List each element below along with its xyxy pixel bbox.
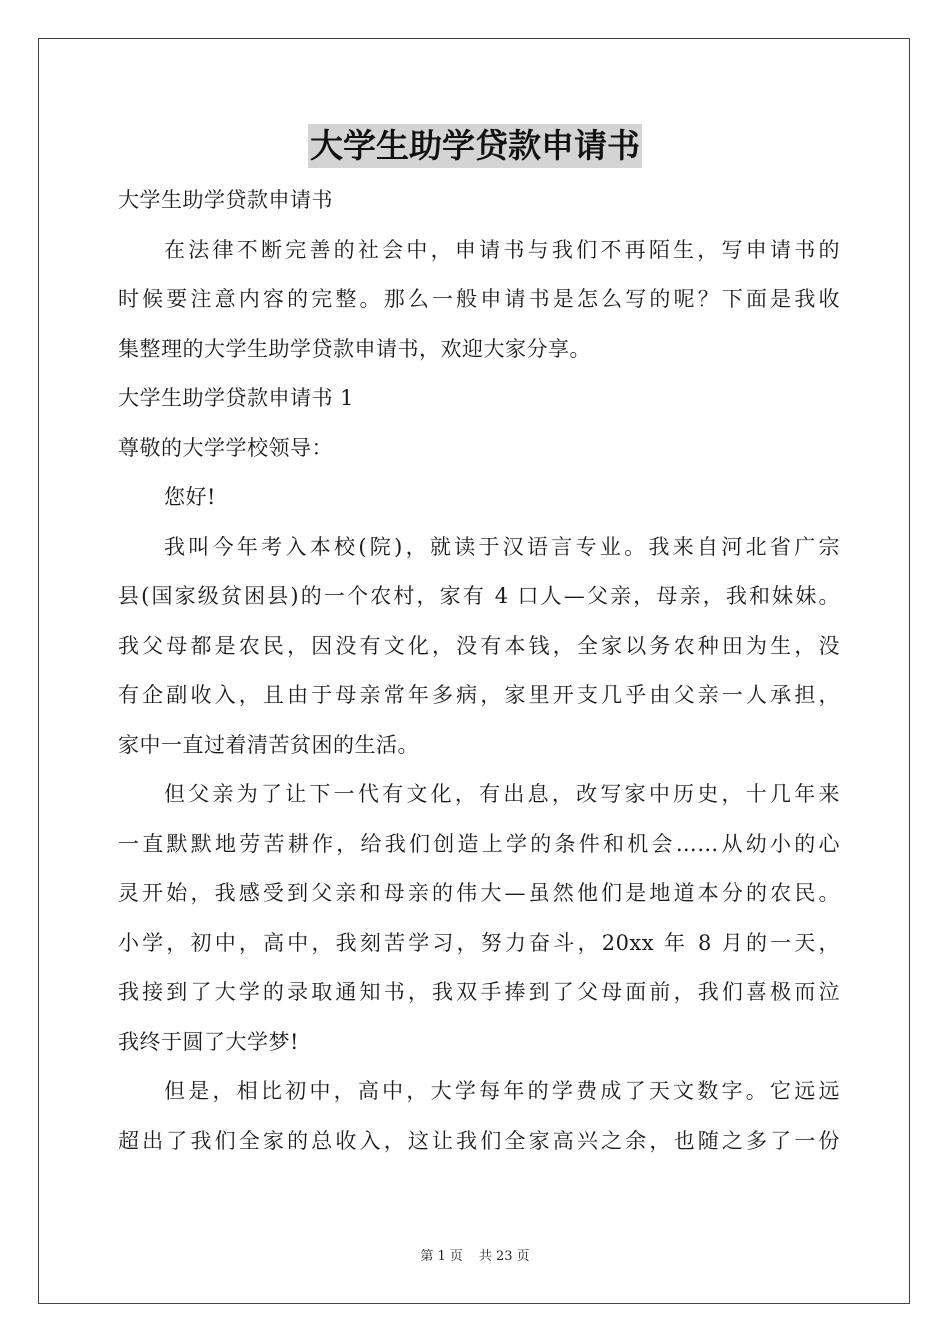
body-line: 家中一直过着清苦贫困的生活。 bbox=[118, 732, 419, 757]
page-number: 第 1 页 bbox=[420, 1249, 463, 1264]
body-line: 我接到了大学的录取通知书，我双手捧到了父母面前，我们喜极而泣 bbox=[118, 980, 840, 1004]
body-line: 时候要注意内容的完整。那么一般申请书是怎么写的呢？下面是我收 bbox=[118, 287, 840, 311]
document-body bbox=[118, 176, 840, 1166]
body-line: 有企副收入，且由于母亲常年多病，家里开支几乎由父亲一人承担， bbox=[118, 683, 840, 707]
salutation: 尊敬的大学学校领导： bbox=[118, 435, 333, 460]
body-line: 大学生助学贷款申请书 bbox=[118, 188, 333, 212]
body-line: 一直默默地劳苦耕作，给我们创造上学的条件和机会……从幼小的心 bbox=[118, 831, 840, 856]
document-title: 大学生助学贷款申请书 bbox=[308, 124, 642, 168]
section-heading: 大学生助学贷款申请书 1 bbox=[118, 386, 355, 410]
greeting: 您好! bbox=[164, 485, 216, 509]
body-line: 超出了我们全家的总收入，这让我们全家高兴之余，也随之多了一份 bbox=[118, 1128, 840, 1153]
body-line: 我终于圆了大学梦! bbox=[118, 1029, 299, 1054]
body-line: 县(国家级贫困县)的一个农村，家有 4 口人—父亲，母亲，我和妹妹。 bbox=[118, 584, 840, 608]
title-area bbox=[0, 124, 950, 168]
body-line: 小学，初中，高中，我刻苦学习，努力奋斗，20xx 年 8 月的一天， bbox=[118, 930, 840, 955]
body-line: 我父母都是农民，因没有文化，没有本钱，全家以务农种田为生，没 bbox=[118, 633, 840, 658]
page-total: 共 23 页 bbox=[478, 1249, 530, 1264]
body-line: 但是，相比初中，高中，大学每年的学费成了天文数字。它远远 bbox=[164, 1079, 840, 1103]
body-line: 但父亲为了让下一代有文化，有出息，改写家中历史，十几年来 bbox=[164, 782, 840, 806]
body-line: 集整理的大学生助学贷款申请书，欢迎大家分享。 bbox=[118, 336, 591, 361]
body-line: 我叫今年考入本校(院)，就读于汉语言专业。我来自河北省广宗 bbox=[164, 534, 840, 559]
page-footer bbox=[0, 1245, 950, 1264]
body-line: 在法律不断完善的社会中，申请书与我们不再陌生，写申请书的 bbox=[164, 237, 840, 262]
body-line: 灵开始，我感受到父亲和母亲的伟大—虽然他们是地道本分的农民。 bbox=[118, 881, 840, 905]
